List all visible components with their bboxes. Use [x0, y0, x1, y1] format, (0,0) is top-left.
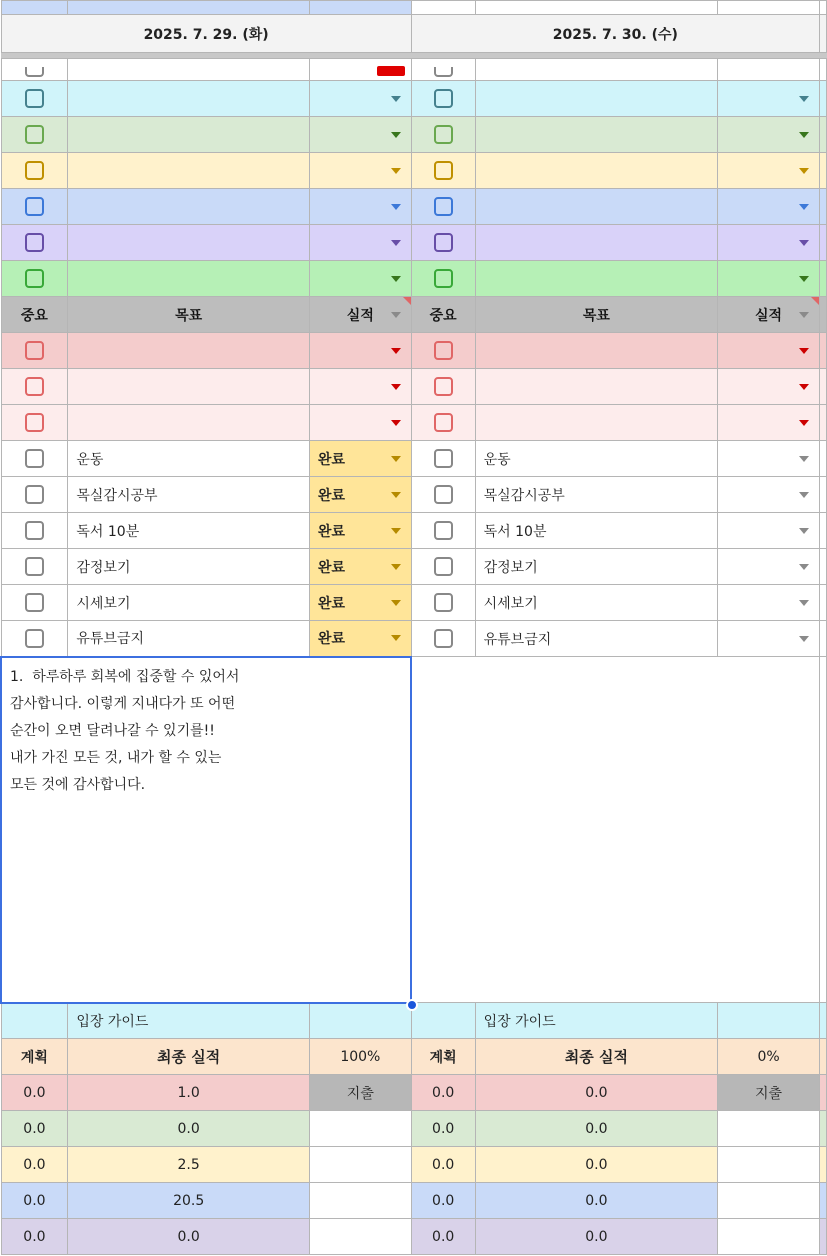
- goal-cell[interactable]: [475, 153, 718, 189]
- plan-value: 0.0: [411, 1075, 475, 1111]
- task-label[interactable]: 목실감시공부: [475, 477, 718, 513]
- checkbox[interactable]: [434, 269, 453, 288]
- chevron-down-icon[interactable]: [391, 276, 401, 282]
- status-value: 완료: [317, 487, 345, 504]
- checkbox[interactable]: [25, 485, 44, 504]
- task-label[interactable]: 목실감시공부: [68, 477, 310, 513]
- chevron-down-icon[interactable]: [391, 635, 401, 641]
- chevron-down-icon[interactable]: [391, 168, 401, 174]
- summary-row: [1, 1183, 827, 1219]
- chevron-down-icon[interactable]: [799, 636, 809, 642]
- final-result-label-day2: 최종 실적: [475, 1039, 718, 1075]
- status-dropdown[interactable]: [718, 477, 820, 513]
- date-row: [1, 15, 827, 53]
- chevron-down-icon[interactable]: [391, 564, 401, 570]
- achievement-rate-day2: 0%: [718, 1039, 820, 1075]
- plan-value: 0.0: [1, 1219, 68, 1255]
- result-header-label: 실적: [755, 307, 783, 324]
- checkbox[interactable]: [25, 377, 44, 396]
- checkbox[interactable]: [434, 521, 453, 540]
- importance-header: 중요: [1, 297, 68, 333]
- checkbox[interactable]: [25, 557, 44, 576]
- chevron-down-icon[interactable]: [799, 492, 809, 498]
- checkbox[interactable]: [25, 125, 44, 144]
- final-value: 20.5: [68, 1183, 310, 1219]
- empty-cell: [718, 1183, 820, 1219]
- goal-cell[interactable]: [68, 369, 310, 405]
- checkbox[interactable]: [434, 197, 453, 216]
- result-dropdown[interactable]: [718, 333, 820, 369]
- result-header-label: 실적: [346, 307, 374, 324]
- checkbox[interactable]: [434, 89, 453, 108]
- final-result-label-day1: 최종 실적: [68, 1039, 310, 1075]
- status-dropdown[interactable]: [309, 513, 411, 549]
- final-value: 0.0: [475, 1075, 718, 1111]
- edge-cell: [819, 1183, 826, 1219]
- goal-header: 목표: [475, 297, 718, 333]
- plan-value: 0.0: [1, 1147, 68, 1183]
- plan-value: 0.0: [411, 1147, 475, 1183]
- plan-label-day2: 계획: [411, 1039, 475, 1075]
- result-dropdown[interactable]: [718, 225, 820, 261]
- result-dropdown[interactable]: [309, 153, 411, 189]
- importance-header: 중요: [411, 297, 475, 333]
- status-dropdown[interactable]: [309, 585, 411, 621]
- top-partial-row: [1, 1, 827, 15]
- final-value: 0.0: [475, 1219, 718, 1255]
- status-dropdown[interactable]: [718, 585, 820, 621]
- summary-row: [1, 1075, 827, 1111]
- chevron-down-icon[interactable]: [799, 528, 809, 534]
- selection-fill-handle[interactable]: [406, 999, 418, 1011]
- goal-cell[interactable]: [475, 405, 718, 441]
- checkbox[interactable]: [25, 89, 44, 108]
- chevron-down-icon[interactable]: [391, 384, 401, 390]
- edge-cell: [819, 1147, 826, 1183]
- checkbox[interactable]: [25, 629, 44, 648]
- task-label[interactable]: 감정보기: [68, 549, 310, 585]
- final-value: 0.0: [68, 1111, 310, 1147]
- goal-cell[interactable]: [68, 153, 310, 189]
- result-dropdown[interactable]: [309, 117, 411, 153]
- goal-cell[interactable]: [475, 369, 718, 405]
- checkbox[interactable]: [434, 557, 453, 576]
- checkbox[interactable]: [434, 125, 453, 144]
- chevron-down-icon[interactable]: [391, 96, 401, 102]
- chevron-down-icon[interactable]: [799, 564, 809, 570]
- goal-cell[interactable]: [475, 117, 718, 153]
- achievement-rate-day1: 100%: [309, 1039, 411, 1075]
- memo-row: [1, 657, 827, 1003]
- result-dropdown[interactable]: [718, 261, 820, 297]
- result-dropdown[interactable]: [309, 261, 411, 297]
- result-dropdown[interactable]: [309, 333, 411, 369]
- chevron-down-icon[interactable]: [391, 240, 401, 246]
- result-dropdown[interactable]: [718, 405, 820, 441]
- chevron-down-icon[interactable]: [391, 600, 401, 606]
- status-dropdown[interactable]: [309, 549, 411, 585]
- edge-cell: [819, 1111, 826, 1147]
- chevron-down-icon[interactable]: [799, 348, 809, 354]
- goal-cell[interactable]: [475, 261, 718, 297]
- category-row: [1, 189, 827, 225]
- gratitude-memo-day2[interactable]: [411, 657, 819, 1003]
- chevron-down-icon[interactable]: [391, 420, 401, 426]
- checkbox[interactable]: [434, 629, 453, 648]
- status-dropdown[interactable]: [718, 513, 820, 549]
- checkbox[interactable]: [25, 161, 44, 180]
- checkbox[interactable]: [434, 413, 453, 432]
- final-value: 2.5: [68, 1147, 310, 1183]
- result-dropdown[interactable]: [718, 153, 820, 189]
- priority-row: [1, 333, 827, 369]
- chevron-down-icon[interactable]: [799, 600, 809, 606]
- checkbox[interactable]: [434, 485, 453, 504]
- gratitude-memo-day1[interactable]: 1. 하루하루 회복에 집중할 수 있어서 감사합니다. 이렇게 지내다가 또 어떤 순간이 오면 달려나갈 수 있기를!! 내가 가진 모든 것, 내가 할 수 있는 모든 것에 감사합니다.: [1, 657, 411, 1003]
- task-row: [1, 477, 827, 513]
- checkbox[interactable]: [434, 449, 453, 468]
- chevron-down-icon[interactable]: [391, 204, 401, 210]
- filter-dropdown-icon[interactable]: [799, 312, 809, 318]
- chevron-down-icon[interactable]: [799, 456, 809, 462]
- chevron-down-icon[interactable]: [799, 276, 809, 282]
- chevron-down-icon[interactable]: [391, 528, 401, 534]
- status-dropdown[interactable]: [309, 441, 411, 477]
- final-value: 0.0: [475, 1147, 718, 1183]
- result-dropdown[interactable]: [309, 81, 411, 117]
- summary-rows: [1, 1075, 827, 1255]
- checkbox[interactable]: [434, 233, 453, 252]
- checkbox[interactable]: [25, 521, 44, 540]
- plan-value: 0.0: [411, 1111, 475, 1147]
- filter-dropdown-icon[interactable]: [391, 312, 401, 318]
- category-row: [1, 81, 827, 117]
- result-header-day2[interactable]: [718, 297, 820, 333]
- result-dropdown[interactable]: [718, 81, 820, 117]
- goal-header: 목표: [68, 297, 310, 333]
- date-header-day1[interactable]: 2025. 7. 29. (화): [1, 15, 411, 53]
- task-row: [1, 585, 827, 621]
- empty-cell: [309, 1219, 411, 1255]
- task-label[interactable]: 시세보기: [68, 585, 310, 621]
- category-row: [1, 261, 827, 297]
- category-row: [1, 117, 827, 153]
- chevron-down-icon[interactable]: [391, 492, 401, 498]
- plan-value: 0.0: [1, 1183, 68, 1219]
- checkbox[interactable]: [25, 197, 44, 216]
- status-dropdown[interactable]: [309, 477, 411, 513]
- task-row: [1, 441, 827, 477]
- chevron-down-icon[interactable]: [799, 168, 809, 174]
- empty-cell: [309, 1147, 411, 1183]
- empty-cell: [718, 1111, 820, 1147]
- summary-row: [1, 1111, 827, 1147]
- result-dropdown[interactable]: [718, 189, 820, 225]
- summary-row: [1, 1219, 827, 1255]
- result-dropdown[interactable]: [309, 369, 411, 405]
- chevron-down-icon[interactable]: [799, 204, 809, 210]
- category-row: [1, 59, 827, 81]
- status-value: 완료: [317, 631, 345, 648]
- goal-cell[interactable]: [68, 333, 310, 369]
- final-value: 0.0: [475, 1111, 718, 1147]
- final-value: 1.0: [68, 1075, 310, 1111]
- task-row: [1, 621, 827, 657]
- status-dropdown[interactable]: [309, 621, 411, 657]
- result-dropdown[interactable]: [718, 117, 820, 153]
- priority-row: [1, 369, 827, 405]
- result-header-day1[interactable]: [309, 297, 411, 333]
- goal-cell[interactable]: [68, 117, 310, 153]
- chevron-down-icon[interactable]: [391, 348, 401, 354]
- status-dropdown[interactable]: [718, 549, 820, 585]
- chevron-down-icon[interactable]: [391, 456, 401, 462]
- guide-label-day1: 입장 가이드: [68, 1003, 310, 1039]
- task-label[interactable]: 운동: [475, 441, 718, 477]
- empty-cell: [309, 1183, 411, 1219]
- result-dropdown[interactable]: [309, 225, 411, 261]
- checkbox[interactable]: [434, 341, 453, 360]
- empty-cell: [718, 1219, 820, 1255]
- judge-label: 지출: [309, 1075, 411, 1111]
- flag-marker: [377, 66, 405, 76]
- task-label[interactable]: 독서 10분: [68, 513, 310, 549]
- task-label[interactable]: 유튜브금지: [475, 621, 718, 657]
- chevron-down-icon[interactable]: [391, 132, 401, 138]
- goal-cell[interactable]: [475, 189, 718, 225]
- empty-cell: [309, 1111, 411, 1147]
- goal-cell[interactable]: [68, 261, 310, 297]
- category-row: [1, 153, 827, 189]
- plan-label-day1: 계획: [1, 1039, 68, 1075]
- plan-value: 0.0: [1, 1075, 68, 1111]
- category-row: [1, 225, 827, 261]
- status-value: 완료: [317, 451, 345, 468]
- checkbox[interactable]: [25, 341, 44, 360]
- plan-value: 0.0: [1, 1111, 68, 1147]
- status-value: 완료: [317, 595, 345, 612]
- chevron-down-icon[interactable]: [799, 384, 809, 390]
- final-value: 0.0: [475, 1183, 718, 1219]
- checkbox[interactable]: [25, 67, 44, 77]
- comment-marker: [811, 297, 819, 305]
- priority-rows: [1, 333, 827, 441]
- task-label[interactable]: 시세보기: [475, 585, 718, 621]
- plan-value: 0.0: [411, 1219, 475, 1255]
- checkbox[interactable]: [25, 593, 44, 612]
- goal-cell[interactable]: [475, 225, 718, 261]
- task-rows: [1, 441, 827, 657]
- checkbox[interactable]: [25, 413, 44, 432]
- checkbox[interactable]: [434, 161, 453, 180]
- checkbox[interactable]: [434, 67, 453, 77]
- task-label[interactable]: 독서 10분: [475, 513, 718, 549]
- edge-cell: [819, 1075, 826, 1111]
- status-dropdown[interactable]: [718, 441, 820, 477]
- task-label[interactable]: 유튜브금지: [68, 621, 310, 657]
- checkbox[interactable]: [25, 233, 44, 252]
- category-rows: [1, 81, 827, 297]
- checkbox[interactable]: [434, 593, 453, 612]
- result-dropdown[interactable]: [309, 189, 411, 225]
- judge-label: 지출: [718, 1075, 820, 1111]
- chevron-down-icon[interactable]: [799, 132, 809, 138]
- task-row: [1, 513, 827, 549]
- chevron-down-icon[interactable]: [799, 420, 809, 426]
- guide-label-day2: 입장 가이드: [475, 1003, 718, 1039]
- goal-cell[interactable]: [68, 225, 310, 261]
- comment-marker: [403, 297, 411, 305]
- plan-final-row: [1, 1039, 827, 1075]
- goal-cell[interactable]: [475, 333, 718, 369]
- status-value: 완료: [317, 559, 345, 576]
- edge-cell: [819, 1219, 826, 1255]
- empty-cell: [718, 1147, 820, 1183]
- plan-value: 0.0: [411, 1183, 475, 1219]
- goal-cell[interactable]: [68, 405, 310, 441]
- goal-cell[interactable]: [475, 81, 718, 117]
- goal-cell[interactable]: [68, 81, 310, 117]
- chevron-down-icon[interactable]: [799, 96, 809, 102]
- priority-row: [1, 405, 827, 441]
- task-label[interactable]: 감정보기: [475, 549, 718, 585]
- status-value: 완료: [317, 523, 345, 540]
- task-row: [1, 549, 827, 585]
- checkbox[interactable]: [25, 449, 44, 468]
- checkbox[interactable]: [25, 269, 44, 288]
- result-dropdown[interactable]: [309, 405, 411, 441]
- column-header-row: [1, 297, 827, 333]
- checkbox[interactable]: [434, 377, 453, 396]
- result-dropdown[interactable]: [718, 369, 820, 405]
- goal-cell[interactable]: [68, 189, 310, 225]
- summary-row: [1, 1147, 827, 1183]
- date-header-day2[interactable]: 2025. 7. 30. (수): [411, 15, 819, 53]
- final-value: 0.0: [68, 1219, 310, 1255]
- status-dropdown[interactable]: [718, 621, 820, 657]
- task-label[interactable]: 운동: [68, 441, 310, 477]
- chevron-down-icon[interactable]: [799, 240, 809, 246]
